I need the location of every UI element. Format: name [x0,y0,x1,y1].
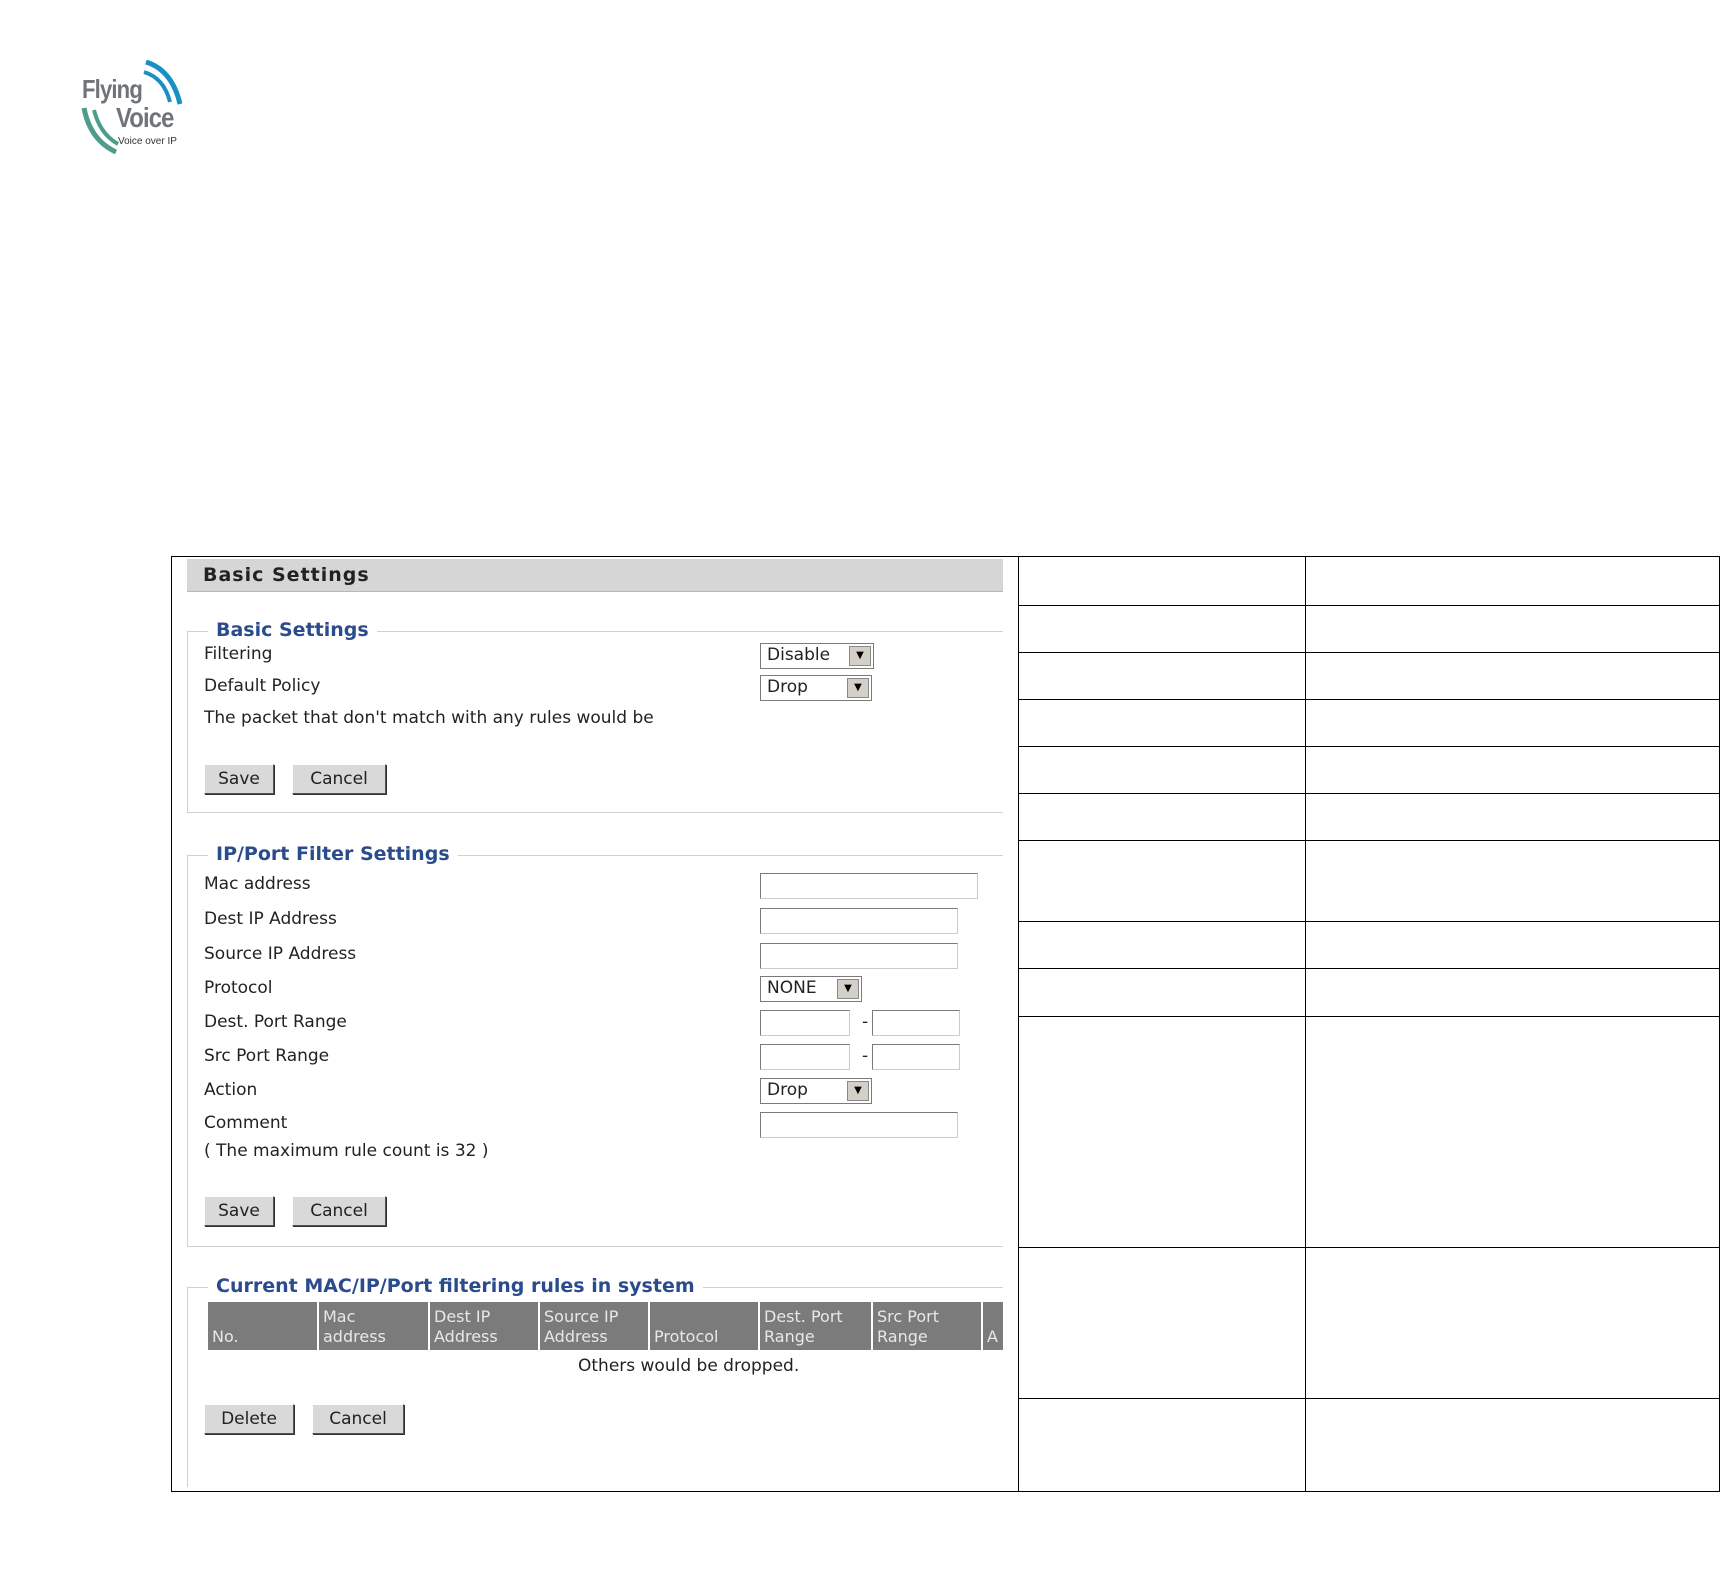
default-policy-label: Default Policy [204,676,321,696]
column-header-no: No. [208,1302,319,1350]
table-row-line [1018,652,1719,653]
column-header-action: A [983,1302,1003,1350]
filter-settings-panel [187,559,1003,1489]
default-policy-select[interactable] [760,675,872,701]
table-row-line [1018,968,1719,969]
cancel-button[interactable]: Cancel [312,1404,404,1434]
table-row-line [1018,1398,1719,1399]
dest-port-start-input[interactable] [760,1010,850,1036]
logo-word-flying: Flying [82,74,142,104]
default-policy-value: Drop [767,677,808,697]
protocol-label: Protocol [204,978,273,998]
page-title: Basic Settings [203,564,370,586]
table-row-line [1018,921,1719,922]
table-row-line [1018,746,1719,747]
filtering-label: Filtering [204,644,273,664]
dest-port-range-label: Dest. Port Range [204,1012,347,1032]
section-title: Basic Settings [208,619,377,641]
panel-header [187,559,1003,592]
column-header-dest-port: Dest. Port Range [760,1302,873,1350]
table-row-line [1018,793,1719,794]
comment-label: Comment [204,1113,288,1133]
chevron-down-icon[interactable]: ▼ [847,1081,869,1101]
table-divider [1305,557,1306,1491]
others-dropped-note: Others would be dropped. [578,1356,800,1376]
chevron-down-icon[interactable]: ▼ [849,646,871,666]
logo-word-voice: Voice [116,102,174,133]
save-button[interactable]: Save [204,1196,274,1226]
delete-button[interactable]: Delete [204,1404,294,1434]
filtering-value: Disable [767,645,831,665]
comment-input[interactable] [760,1112,958,1138]
range-dash: - [862,1012,869,1032]
basic-settings-section [187,619,1003,813]
column-header-protocol: Protocol [650,1302,760,1350]
src-port-end-input[interactable] [872,1044,960,1070]
document-table [171,556,1720,1492]
chevron-down-icon[interactable]: ▼ [837,979,859,999]
filtering-select[interactable] [760,643,874,669]
column-header-dest-ip: Dest IP Address [430,1302,540,1350]
logo-tagline: Voice over IP [118,136,177,147]
column-header-mac: Mac address [319,1302,430,1350]
max-rule-note: ( The maximum rule count is 32 ) [204,1141,489,1161]
table-row-line [1018,699,1719,700]
flying-voice-logo [80,60,200,156]
action-select[interactable] [760,1078,872,1104]
default-policy-note: The packet that don't match with any rules would be [204,708,654,728]
section-title: Current MAC/IP/Port filtering rules in system [208,1275,703,1297]
chevron-down-icon[interactable]: ▼ [847,678,869,698]
table-row-line [1018,840,1719,841]
src-port-start-input[interactable] [760,1044,850,1070]
save-button[interactable]: Save [204,764,274,794]
table-row-line [1018,1016,1719,1017]
table-row-line [1018,1247,1719,1248]
cancel-button[interactable]: Cancel [292,764,386,794]
rules-table-header [208,1302,1003,1350]
src-port-range-label: Src Port Range [204,1046,330,1066]
mac-address-input[interactable] [760,873,978,899]
table-row-line [1018,605,1719,606]
source-ip-input[interactable] [760,943,958,969]
current-rules-section [187,1275,1003,1487]
table-divider [1018,557,1019,1491]
dest-ip-input[interactable] [760,908,958,934]
dest-port-end-input[interactable] [872,1010,960,1036]
dest-ip-label: Dest IP Address [204,909,337,929]
ip-port-filter-section [187,843,1003,1247]
section-title: IP/Port Filter Settings [208,843,458,865]
protocol-select[interactable] [760,976,862,1002]
action-value: Drop [767,1080,808,1100]
cancel-button[interactable]: Cancel [292,1196,386,1226]
action-label: Action [204,1080,258,1100]
column-header-src-port: Src Port Range [873,1302,983,1350]
range-dash: - [862,1046,869,1066]
mac-address-label: Mac address [204,874,311,894]
source-ip-label: Source IP Address [204,944,357,964]
protocol-value: NONE [767,978,817,998]
column-header-source-ip: Source IP Address [540,1302,650,1350]
